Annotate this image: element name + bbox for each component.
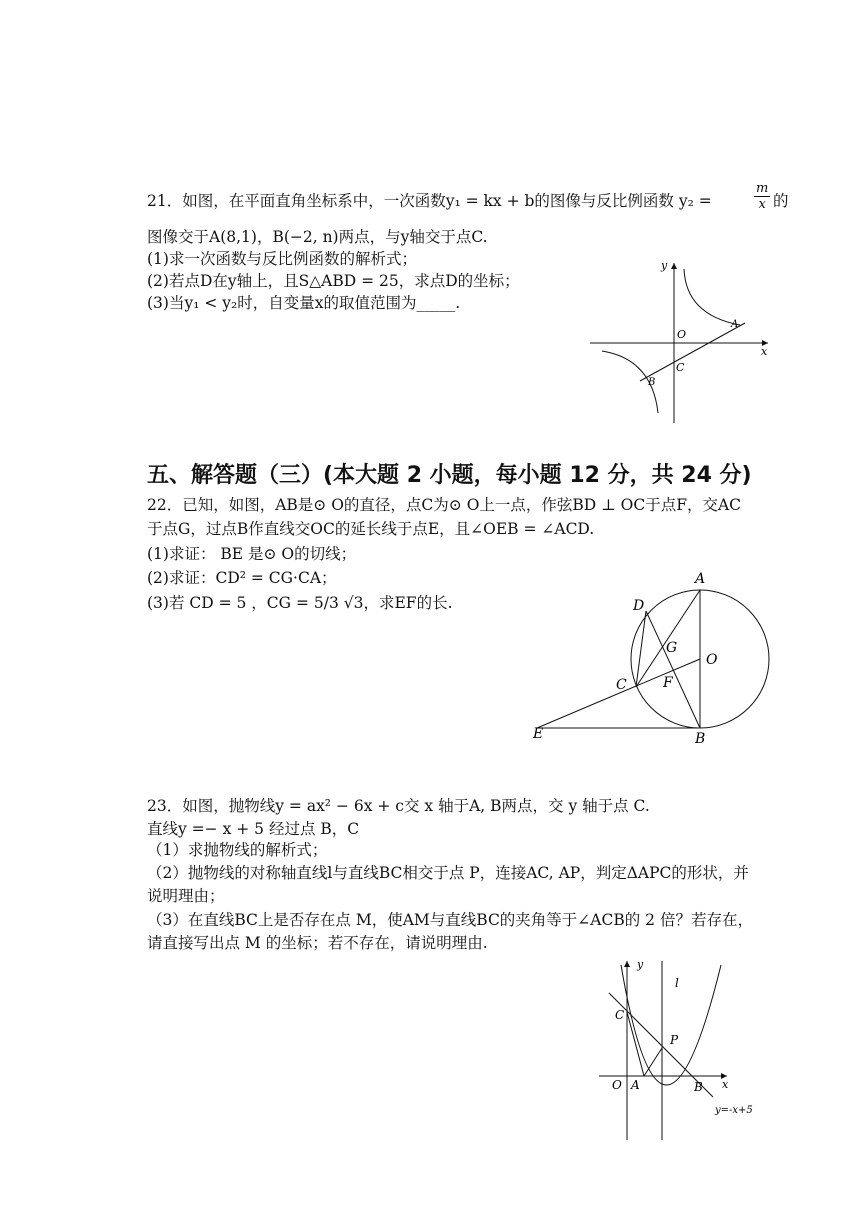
q21-frac-numerator: m [756, 181, 769, 196]
q23-label-l: l [675, 976, 679, 990]
q22-line-EO [537, 659, 700, 728]
q22-part1: (1)求证： BE 是⊙ O的切线； [147, 545, 357, 563]
q21-frac-denominator: x [758, 197, 766, 212]
q22-label-B: B [695, 731, 706, 747]
q22-line1: 22．已知，如图，AB是⊙ O的直径，点C为⊙ O上一点，作弦BD ⊥ OC于点F，交AC [147, 496, 742, 514]
q21-part3: (3)当y₁ < y₂时，自变量x的取值范围为_____. [147, 294, 461, 312]
q22-label-G: G [666, 640, 678, 656]
q21-line1: 21．如图，在平面直角坐标系中，一次函数y₁ = kx + b的图像与反比例函数 y₂ = [147, 192, 712, 210]
q21-label-C: C [676, 361, 685, 374]
q21-label-y: y [661, 259, 668, 272]
q21-line1-end: 的 [773, 192, 789, 210]
q21-part1: (1)求一次函数与反比例函数的解析式； [147, 250, 417, 268]
q21-line [640, 323, 745, 381]
q21-figure [580, 255, 780, 430]
q23-line1: 23．如图，抛物线y = ax² − 6x + c交 x 轴于A, B两点，交 y 轴于点 C. [147, 797, 650, 815]
q22-figure [525, 565, 775, 750]
q22-part2: (2)求证：CD² = CG·CA； [147, 569, 337, 587]
q23-label-P: P [670, 1033, 679, 1047]
q23-label-A: A [631, 1078, 640, 1092]
q21-line2: 图像交于A(8,1)，B(−2, n)两点，与y轴交于点C. [147, 228, 488, 246]
q23-part2a: （2）抛物线的对称轴直线l与直线BC相交于点 P，连接AC, AP，判定ΔAPC的形状，并 [147, 864, 749, 882]
q21-label-A: A [731, 319, 739, 330]
q23-line2: 直线y =− x + 5 经过点 B，C [147, 820, 360, 838]
q22-label-D: D [633, 598, 645, 614]
q23-part3b: 请直接写出点 M 的坐标；若不存在，请说明理由. [147, 934, 488, 952]
q23-line-AP [644, 1048, 662, 1076]
q23-label-O: O [612, 1078, 622, 1092]
q22-label-A: A [695, 571, 706, 587]
q22-part3: (3)若 CD = 5 ，CG = 5/3 √3，求EF的长. [147, 594, 453, 612]
q23-label-x: x [722, 1078, 729, 1091]
q21-label-B: B [648, 377, 656, 388]
q21-label-x: x [761, 345, 768, 358]
section-title: 五、解答题（三）(本大题 2 小题，每小题 12 分，共 24 分) [147, 463, 752, 488]
q23-parabola [621, 965, 721, 1085]
q22-line2: 于点G，过点B作直线交OC的延长线于点E，且∠OEB = ∠ACD. [147, 520, 595, 538]
q22-label-F: F [663, 675, 673, 691]
q23-part2b: 说明理由； [147, 887, 225, 905]
q23-figure [595, 955, 780, 1145]
q22-label-E: E [533, 726, 544, 742]
q23-label-y: y [637, 958, 644, 971]
q21-fraction [754, 181, 770, 212]
q23-line-AC [627, 1012, 644, 1076]
q23-label-line: y=-x+5 [715, 1105, 753, 1116]
q23-label-C: C [615, 1008, 625, 1022]
q21-part2: (2)若点D在y轴上，且S△ABD = 25，求点D的坐标； [147, 272, 520, 290]
q21-hyperbola-right [684, 269, 740, 325]
q23-part3a: （3）在直线BC上是否存在点 M，使AM与直线BC的夹角等于∠ACB的 2 倍？若存在， [147, 911, 753, 929]
q21-label-O: O [677, 328, 687, 341]
q22-label-C: C [616, 677, 627, 693]
q23-label-B: B [694, 1080, 703, 1094]
q22-label-O: O [706, 652, 718, 668]
q23-part1: （1）求抛物线的解析式； [147, 841, 328, 859]
